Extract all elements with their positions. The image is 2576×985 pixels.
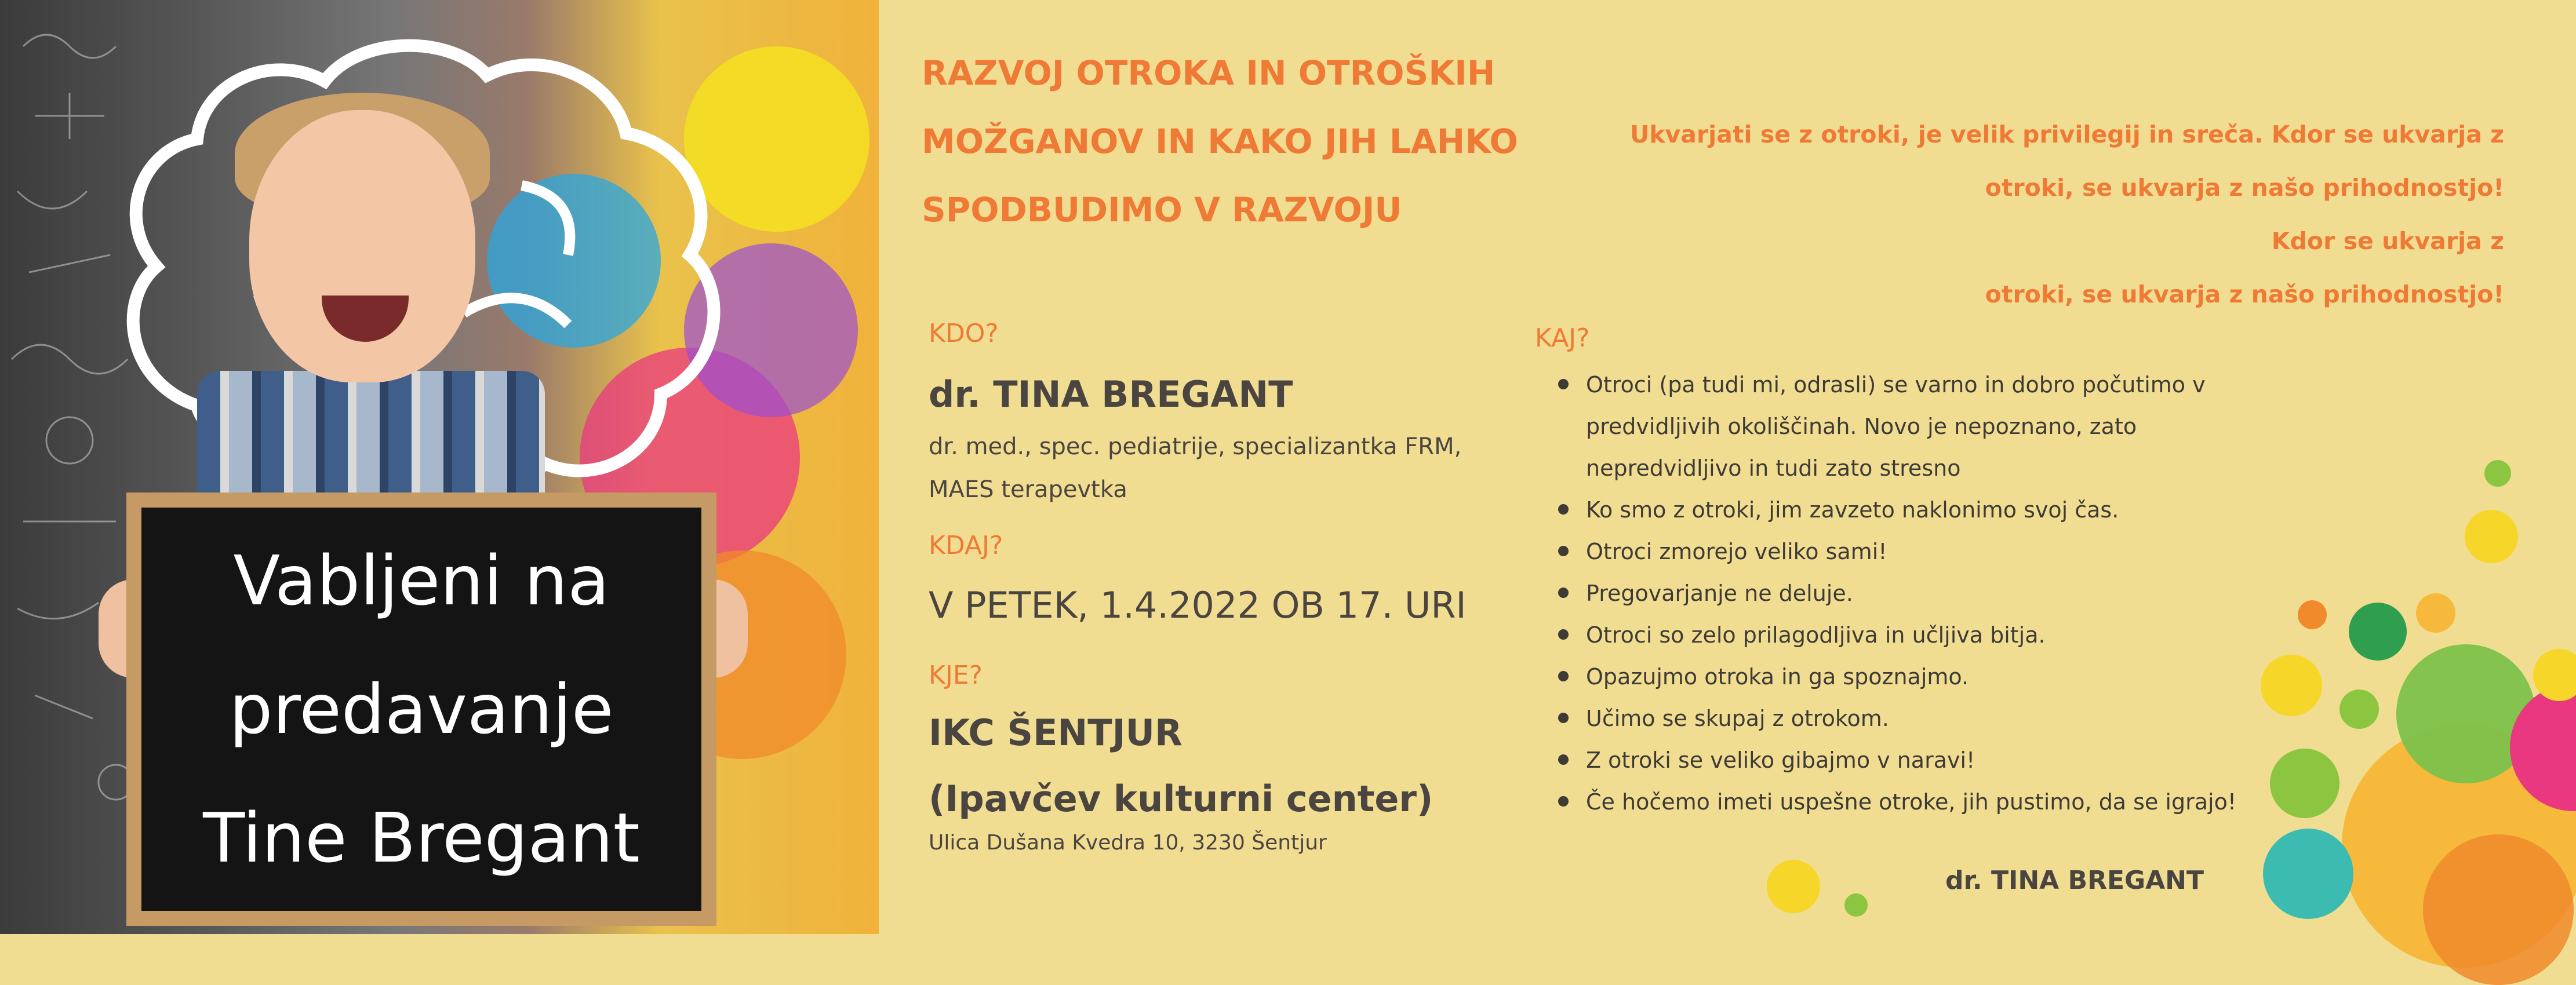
when-label: KDAJ?: [929, 531, 1003, 560]
quote-line: otroki, se ukvarja z našo prihodnostjo!: [1985, 280, 2504, 308]
speaker-details: MAES terapevtka: [929, 476, 1127, 503]
list-item: Z otroki se veliko gibajmo v naravi!: [1553, 739, 2236, 781]
decor-circle-green: [2339, 690, 2379, 729]
child-brain-photo: [0, 0, 879, 934]
speaker-name: dr. TINA BREGANT: [929, 373, 1293, 415]
decor-circle-orange: [2416, 593, 2455, 633]
topic-list: [1553, 364, 2236, 823]
bullet-icon: [1558, 546, 1569, 556]
decor-circle-darkgreen: [2349, 603, 2407, 661]
event-date: V PETEK, 1.4.2022 OB 17. URI: [929, 584, 1467, 626]
bullet-icon: [1558, 713, 1569, 723]
list-item: Če hočemo imeti uspešne otroke, jih pustimo, da se igrajo!: [1553, 781, 2236, 823]
list-item: Otroci zmorejo veliko sami!: [1553, 531, 2236, 572]
decor-circle-green: [1844, 893, 1868, 917]
bullet-icon: [1558, 629, 1569, 640]
event-title-line: SPODBUDIMO V RAZVOJU: [922, 190, 1402, 229]
venue-full-name: (Ipavčev kulturni center): [929, 778, 1433, 820]
who-label: KDO?: [929, 319, 999, 348]
bullet-icon: [1558, 588, 1569, 598]
quote-line: Kdor se ukvarja z: [2271, 227, 2504, 255]
quote-line: Ukvarjati se z otroki, je velik privilegij in sreča. Kdor se ukvarja z: [1629, 121, 2504, 148]
list-item: Opazujmo otroka in ga spoznajmo.: [1553, 656, 2236, 698]
decor-circle-orange: [2423, 834, 2574, 985]
decor-circle-yellow: [2465, 510, 2518, 563]
decor-circle-yellow: [1767, 860, 1820, 913]
signature: dr. TINA BREGANT: [1945, 866, 2204, 895]
decor-circle-green: [2484, 460, 2511, 487]
list-item: Ko smo z otroki, jim zavzeto naklonimo svoj čas.: [1553, 489, 2236, 531]
where-label: KJE?: [929, 661, 983, 690]
list-item: nepredvidljivo in tudi zato stresno: [1586, 455, 1961, 481]
decor-circle-teal: [2263, 829, 2353, 919]
decor-circle-orange: [2298, 600, 2327, 629]
speaker-details: dr. med., spec. pediatrije, specializantka FRM,: [929, 433, 1462, 460]
event-title-line: RAZVOJ OTROKA IN OTROŠKIH: [922, 53, 1496, 93]
list-item: Pregovarjanje ne deluje.: [1553, 572, 2236, 614]
chalkboard-sign: [126, 493, 716, 926]
event-title-line: MOŽGANOV IN KAKO JIH LAHKO: [922, 122, 1518, 161]
list-item: Učimo se skupaj z otrokom.: [1553, 698, 2236, 739]
bullet-icon: [1558, 671, 1569, 681]
bullet-icon: [1558, 754, 1569, 765]
list-item: predvidljivih okoliščinah. Novo je nepoznano, zato: [1586, 414, 2137, 439]
list-item: Otroci so zelo prilagodljiva in učljiva bitja.: [1553, 614, 2236, 656]
venue-address: Ulica Dušana Kvedra 10, 3230 Šentjur: [929, 831, 1327, 855]
decor-circle-yellow: [2261, 655, 2322, 716]
board-line: Tine Bregant: [203, 798, 640, 878]
venue-name: IKC ŠENTJUR: [929, 712, 1183, 754]
bullet-icon: [1558, 379, 1569, 389]
board-line: Vabljeni na: [233, 541, 610, 621]
bullet-icon: [1558, 504, 1569, 515]
quote-line: otroki, se ukvarja z našo prihodnostjo!: [1985, 174, 2504, 202]
list-item: Otroci (pa tudi mi, odrasli) se varno in dobro počutimo v: [1553, 364, 2236, 406]
bullet-icon: [1558, 796, 1569, 807]
board-line: predavanje: [229, 669, 614, 749]
what-label: KAJ?: [1535, 323, 1590, 353]
decor-circle-green: [2270, 749, 2339, 818]
